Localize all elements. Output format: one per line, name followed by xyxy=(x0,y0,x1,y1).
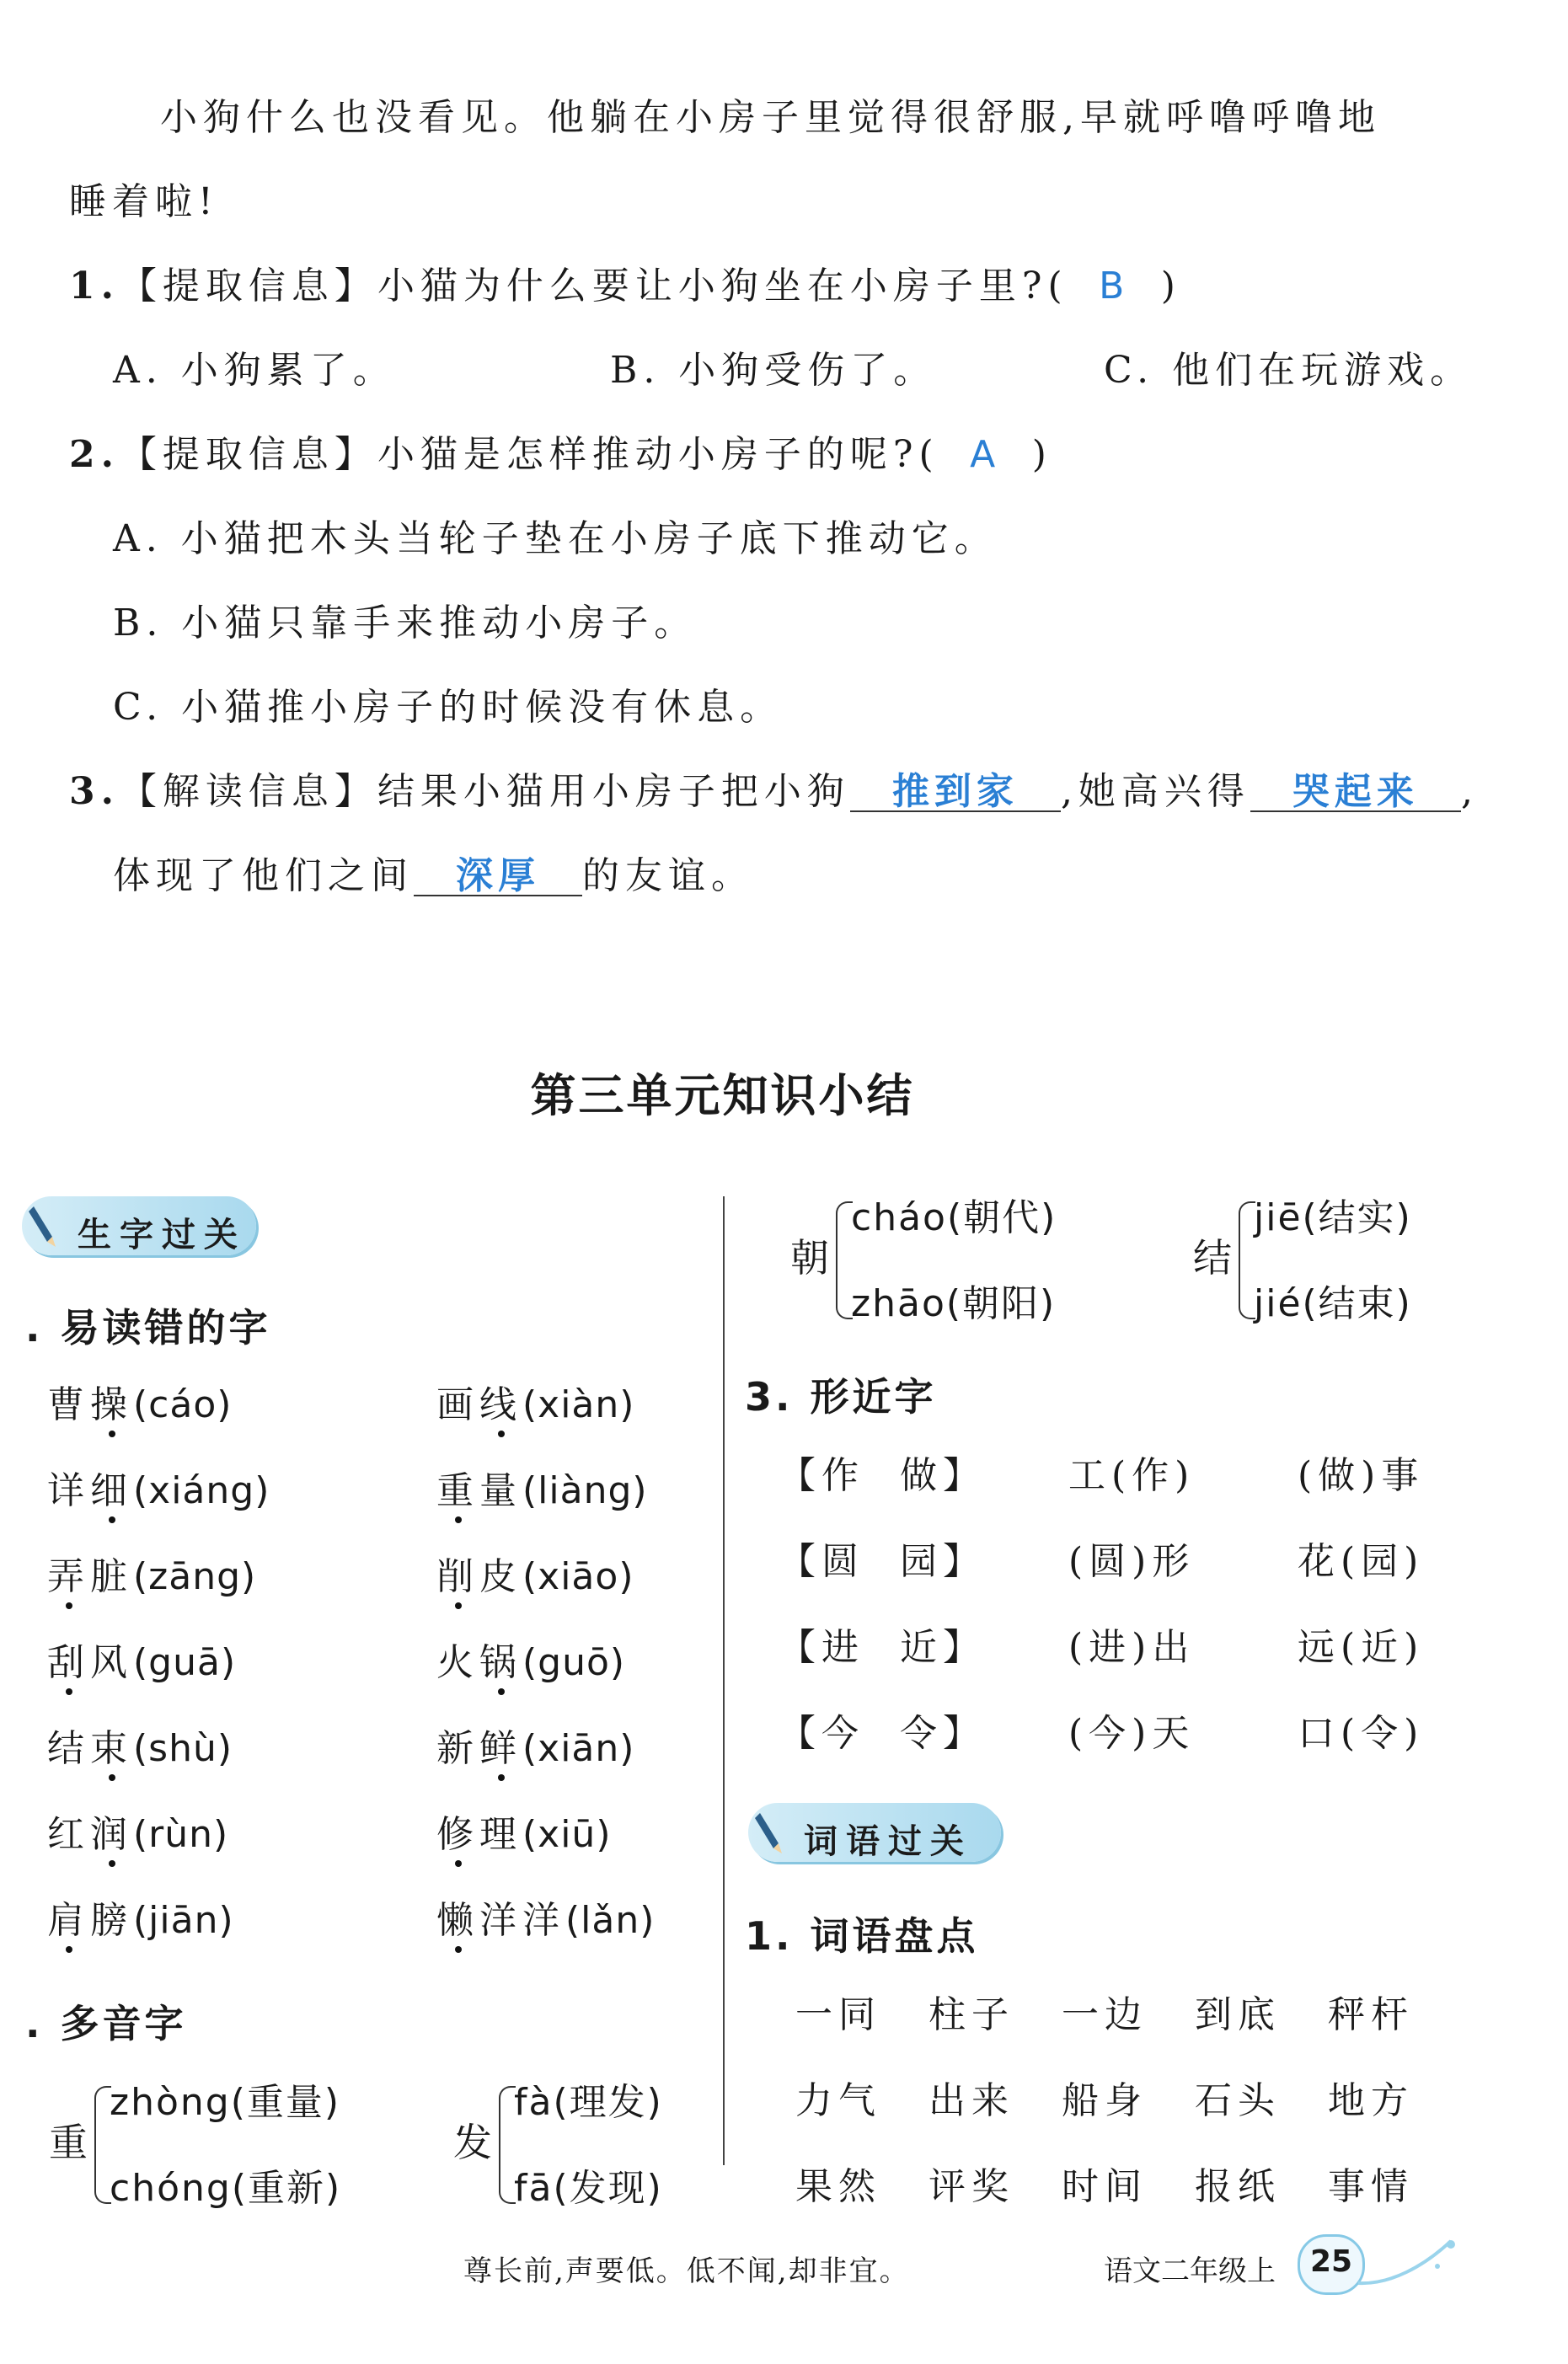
section-title: 第三单元知识小结 xyxy=(530,1069,915,1122)
vocab-word: 报纸 xyxy=(1195,2165,1281,2208)
dotted-char: 鲜 xyxy=(479,1727,522,1770)
reading: jiē(结实) xyxy=(1254,1196,1412,1239)
subheading: . 易读错的字 xyxy=(25,1305,271,1350)
vocab-word: 一边 xyxy=(1062,1993,1148,2036)
reading: cháo(朝代) xyxy=(851,1196,1057,1239)
brace xyxy=(94,2086,111,2204)
option: C. 小猫推小房子的时候没有休息。 xyxy=(113,686,784,729)
reading: zhòng(重量) xyxy=(110,2081,341,2124)
question-number: 3. xyxy=(69,770,120,813)
dotted-char: 重 xyxy=(436,1469,479,1512)
dotted-char: 懒 xyxy=(436,1899,479,1942)
vocab-word: 石头 xyxy=(1195,2079,1281,2122)
pinyin: (zāng) xyxy=(133,1555,257,1598)
brace xyxy=(1239,1201,1255,1319)
compound-word: (做)事 xyxy=(1298,1454,1425,1497)
pinyin: (guō) xyxy=(522,1641,626,1684)
pinyin: (jiān) xyxy=(133,1899,234,1942)
subheading: . 多音字 xyxy=(25,2001,187,2046)
compound-word: 远(近) xyxy=(1298,1626,1425,1669)
word-part: 结 xyxy=(47,1727,90,1770)
word-part: 脏 xyxy=(90,1555,133,1598)
misread-word xyxy=(47,1727,233,1770)
paren-close: ) xyxy=(1031,433,1052,476)
dotted-char: 细 xyxy=(90,1469,133,1512)
reading: fà(理发) xyxy=(514,2081,663,2124)
char-pair: 【进 近】 xyxy=(779,1626,986,1669)
question-text: 体现了他们之间 xyxy=(113,854,414,897)
reading: jié(结束) xyxy=(1254,1282,1412,1325)
pinyin: (shù) xyxy=(133,1727,233,1770)
question-1 xyxy=(69,265,1181,308)
dotted-char: 弄 xyxy=(47,1555,90,1598)
question-number: 1. xyxy=(69,265,120,308)
pinyin: (xiáng) xyxy=(133,1469,270,1512)
word-part: 理 xyxy=(479,1813,522,1856)
brace xyxy=(499,2086,516,2204)
reading: zhāo(朝阳) xyxy=(851,1282,1057,1325)
option: A. 小猫把木头当轮子垫在小房子底下推动它。 xyxy=(113,517,998,560)
pinyin: (liàng) xyxy=(522,1469,648,1512)
banner-label: 生字过关 xyxy=(78,1216,246,1254)
vocab-word: 一同 xyxy=(795,1993,881,2036)
misread-word xyxy=(47,1813,229,1856)
pinyin: (xiàn) xyxy=(522,1383,635,1426)
question-3 xyxy=(69,770,1479,813)
word-part: 详 xyxy=(47,1469,90,1512)
pinyin: (xiū) xyxy=(522,1813,612,1856)
misread-word xyxy=(47,1383,233,1426)
question-text: 结果小猫用小房子把小狗 xyxy=(377,770,850,813)
question-text: 的友谊。 xyxy=(582,854,754,897)
misread-word xyxy=(47,1899,234,1942)
char-pair: 【作 做】 xyxy=(779,1454,986,1497)
char-pair: 【今 令】 xyxy=(779,1712,986,1755)
misread-word xyxy=(436,1383,635,1426)
pinyin: (guā) xyxy=(133,1641,237,1684)
polyphone-char: 朝 xyxy=(790,1235,835,1281)
decorative-swoosh-icon xyxy=(1357,2233,1458,2292)
question-3-line2 xyxy=(113,854,754,897)
question-tag: 【解读信息】 xyxy=(119,770,377,813)
word-part: 风 xyxy=(90,1641,133,1684)
vocab-word: 评奖 xyxy=(928,2165,1014,2208)
dotted-char: 锅 xyxy=(479,1641,522,1684)
question-text: 小猫是怎样推动小房子的呢?( xyxy=(377,433,939,476)
compound-word: (今)天 xyxy=(1068,1712,1196,1755)
vocab-word: 地方 xyxy=(1328,2079,1414,2122)
page-number: 25 xyxy=(1309,2244,1353,2279)
answer-blank: 哭起来 xyxy=(1250,773,1461,812)
vocab-word: 果然 xyxy=(795,2165,881,2208)
vocab-word: 力气 xyxy=(795,2079,881,2122)
misread-word xyxy=(436,1469,648,1512)
word-part: 新 xyxy=(436,1727,479,1770)
misread-word xyxy=(436,1727,635,1770)
answer-blank: 深厚 xyxy=(414,858,582,896)
word-part: 火 xyxy=(436,1641,479,1684)
section-banner xyxy=(22,1196,256,1255)
compound-word: (圆)形 xyxy=(1068,1540,1196,1583)
word-part: 膀 xyxy=(90,1899,133,1942)
polyphone-char: 结 xyxy=(1193,1235,1238,1281)
polyphone-char: 重 xyxy=(49,2120,94,2165)
book-label: 语文二年级上 xyxy=(1104,2254,1276,2288)
dotted-char: 修 xyxy=(436,1813,479,1856)
option: B. 小狗受伤了。 xyxy=(610,349,937,392)
word-part: 画 xyxy=(436,1383,479,1426)
misread-word xyxy=(436,1813,612,1856)
compound-word: 口(令) xyxy=(1298,1712,1425,1755)
passage-line: 睡着啦! xyxy=(69,180,219,223)
pencil-icon xyxy=(27,1203,66,1250)
misread-word xyxy=(47,1469,270,1512)
answer-blank: 推到家 xyxy=(850,773,1061,812)
word-part: 皮 xyxy=(479,1555,522,1598)
misread-word xyxy=(47,1641,237,1684)
passage-line: 小狗什么也没看见。他躺在小房子里觉得很舒服,早就呼噜呼噜地 xyxy=(160,96,1381,139)
misread-word xyxy=(436,1555,634,1598)
question-text: , xyxy=(1460,770,1479,813)
column-divider xyxy=(723,1196,725,2165)
pinyin: (xiāo) xyxy=(522,1555,634,1598)
dotted-char: 削 xyxy=(436,1555,479,1598)
paren-close: ) xyxy=(1160,265,1181,308)
word-part: 量 xyxy=(479,1469,522,1512)
polyphone-char: 发 xyxy=(453,2120,498,2165)
char-pair: 【圆 园】 xyxy=(779,1540,986,1583)
pinyin: (rùn) xyxy=(133,1813,229,1856)
misread-word xyxy=(436,1641,626,1684)
vocab-word: 时间 xyxy=(1062,2165,1148,2208)
reading: chóng(重新) xyxy=(110,2167,342,2210)
dotted-char: 肩 xyxy=(47,1899,90,1942)
question-text: 小猫为什么要让小狗坐在小房子里?( xyxy=(377,265,1068,308)
vocab-word: 船身 xyxy=(1062,2079,1148,2122)
question-2 xyxy=(69,433,1052,476)
pinyin: (xiān) xyxy=(522,1727,635,1770)
option: A. 小狗累了。 xyxy=(113,349,396,392)
brace xyxy=(836,1201,853,1319)
dotted-char: 线 xyxy=(479,1383,522,1426)
vocab-word: 秤杆 xyxy=(1328,1993,1414,2036)
question-tag: 【提取信息】 xyxy=(119,265,377,308)
pinyin: (lǎn) xyxy=(565,1899,656,1942)
word-part: 红 xyxy=(47,1813,90,1856)
subheading: 3. 形近字 xyxy=(745,1374,937,1420)
answer-mark: B xyxy=(1099,265,1131,308)
question-number: 2. xyxy=(69,433,120,476)
banner-label: 词语过关 xyxy=(804,1822,972,1861)
compound-word: 工(作) xyxy=(1068,1454,1196,1497)
dotted-char: 操 xyxy=(90,1383,133,1426)
footer-motto: 尊长前,声要低。低不闻,却非宜。 xyxy=(463,2254,910,2288)
dotted-char: 束 xyxy=(90,1727,133,1770)
pinyin: (cáo) xyxy=(133,1383,233,1426)
subheading: 1. 词语盘点 xyxy=(745,1913,979,1959)
answer-mark: A xyxy=(970,433,1002,476)
vocab-word: 柱子 xyxy=(928,1993,1014,2036)
question-text: ,她高兴得 xyxy=(1060,770,1250,813)
word-part: 曹 xyxy=(47,1383,90,1426)
dotted-char: 刮 xyxy=(47,1641,90,1684)
vocab-word: 到底 xyxy=(1195,1993,1281,2036)
compound-word: (进)出 xyxy=(1068,1626,1196,1669)
pencil-icon xyxy=(753,1810,792,1857)
reading: fā(发现) xyxy=(514,2167,663,2210)
misread-word xyxy=(47,1555,257,1598)
vocab-word: 出来 xyxy=(928,2079,1014,2122)
compound-word: 花(园) xyxy=(1298,1540,1425,1583)
dotted-char: 润 xyxy=(90,1813,133,1856)
option: C. 他们在玩游戏。 xyxy=(1104,349,1474,392)
misread-word xyxy=(436,1899,656,1942)
word-part: 洋洋 xyxy=(479,1899,565,1942)
section-banner xyxy=(748,1803,1001,1862)
question-tag: 【提取信息】 xyxy=(119,433,377,476)
option: B. 小猫只靠手来推动小房子。 xyxy=(113,602,698,644)
vocab-word: 事情 xyxy=(1328,2165,1414,2208)
